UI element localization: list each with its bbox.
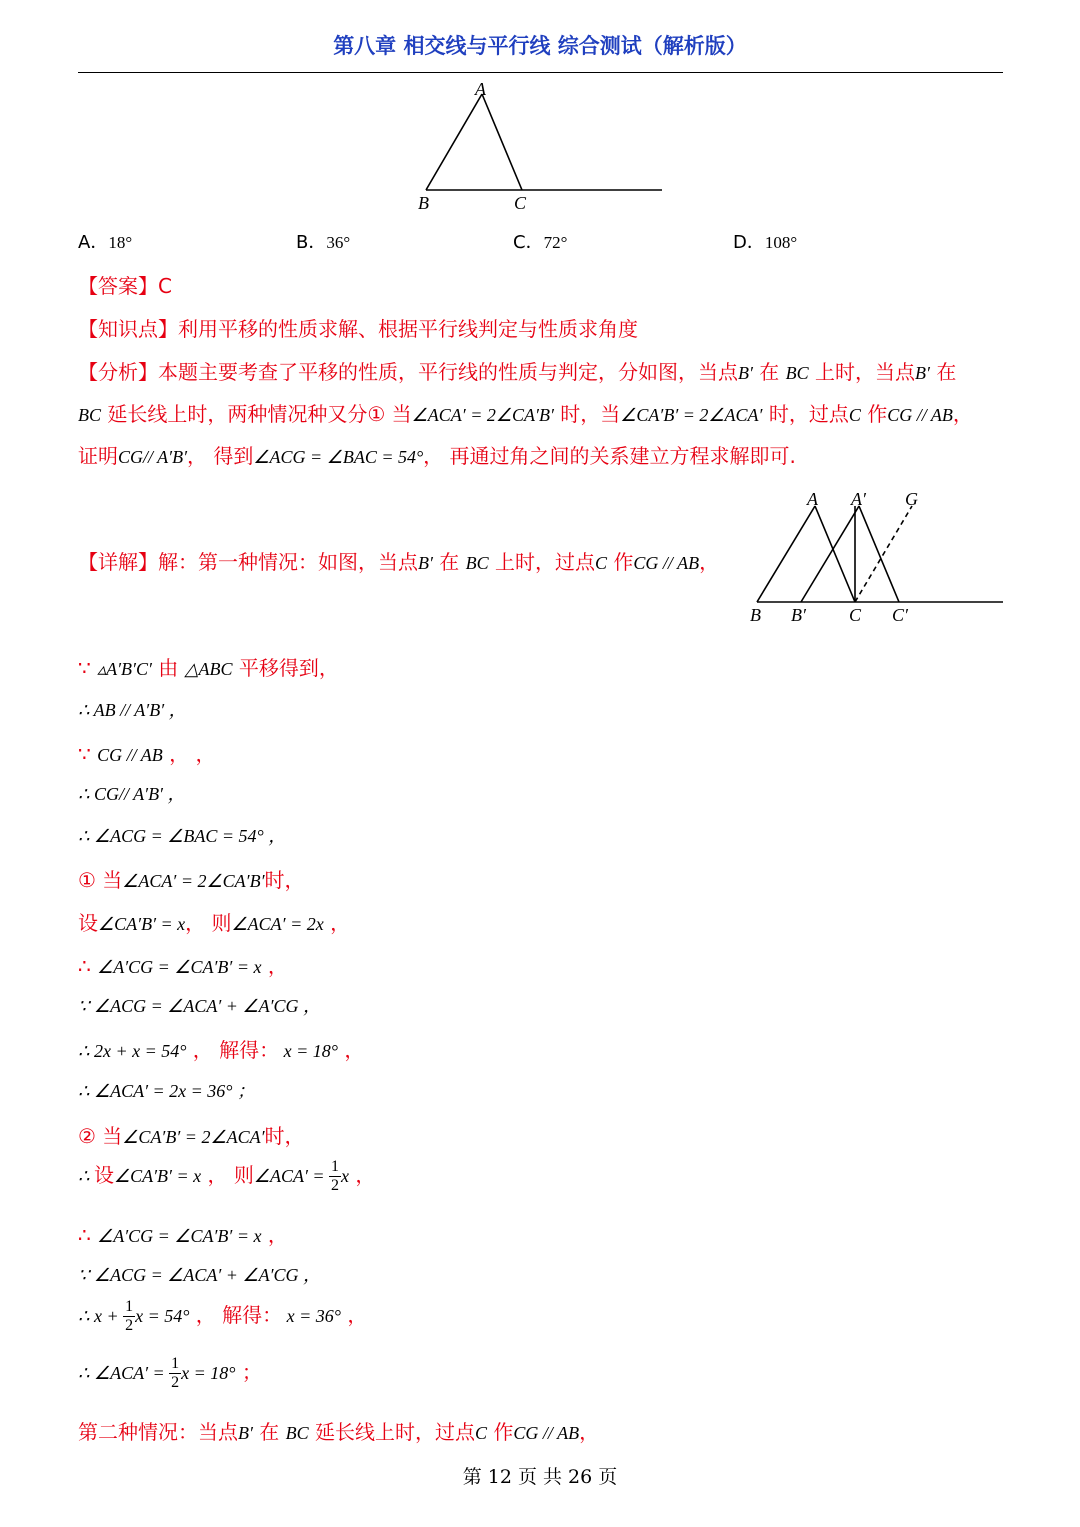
answer-line: 【答案】C <box>78 274 172 298</box>
label-c-prime: C′ <box>892 605 908 625</box>
step-6: ① 当∠ACA′ = 2∠CA′B′时， <box>78 868 305 892</box>
label-a: A <box>807 489 818 509</box>
fraction-half: $\frac{1}{2}$ <box>171 1355 180 1391</box>
step-1: ∵ ▵A′B′C′ 由 △ABC 平移得到， <box>78 656 339 680</box>
page-header-title: 第八章 相交线与平行线 综合测试（解析版） <box>333 34 747 58</box>
label-b-prime: B′ <box>791 605 806 625</box>
label-b: B <box>418 193 429 213</box>
step-11: ∴ ∠ACA′ = 2x = 36° ； <box>78 1081 256 1101</box>
step-2: ∴ AB // A′B′ ， <box>78 700 187 720</box>
option-d[interactable]: D．108° <box>733 232 798 253</box>
step-4: ∴ CG// A′B′ ， <box>78 784 186 804</box>
label-c: C <box>849 605 862 625</box>
fraction-half: $\frac{1}{2}$ <box>125 1298 134 1334</box>
step-3: ∵ CG // AB ， ， <box>78 742 216 766</box>
analysis-line-2: BC 延长线上时，两种情况种又分① 当∠ACA′ = 2∠CA′B′ 时，当∠CA′B′ = 2∠ACA′ 时，过点C 作CG // AB， <box>78 402 973 426</box>
step-9: ∵ ∠ACG = ∠ACA′ + ∠A′CG ， <box>78 996 322 1016</box>
step-16: ∴ x + $\frac{1}{2}$ x = 54° ， 解得： x = 36° ， <box>78 1298 368 1334</box>
triangle-figure <box>410 78 670 218</box>
step-12: ② 当∠CA′B′ = 2∠ACA′时， <box>78 1124 305 1148</box>
analysis-line-1: 【分析】本题主要考查了平移的性质，平行线的性质与判定，分如图，当点B′ 在 BC 上时，当点B′ 在 <box>78 360 957 384</box>
label-a: A <box>475 79 486 99</box>
page-footer: 第 12 页 共 26 页 <box>462 1466 618 1488</box>
step-7: 设∠CA′B′ = x， 则∠ACA′ = 2x ， <box>78 911 351 935</box>
label-c: C <box>514 193 527 213</box>
option-c[interactable]: C．72° <box>513 232 568 253</box>
label-a-prime: A′ <box>851 489 866 509</box>
step-15: ∵ ∠ACG = ∠ACA′ + ∠A′CG ， <box>78 1265 322 1285</box>
fraction-half: $\frac{1}{2}$ <box>331 1158 340 1194</box>
answer-options <box>78 228 1003 256</box>
step-13: ∴ 设∠CA′B′ = x ， 则∠ACA′ = $\frac{1}{2}$ x ， <box>78 1158 376 1194</box>
knowledge-line: 【知识点】利用平移的性质求解、根据平行线判定与性质求角度 <box>78 317 638 341</box>
label-g: G <box>905 489 918 509</box>
translation-figure <box>745 485 1007 630</box>
step-17: ∴ ∠ACA′ = $\frac{1}{2}$ x = 18° ； <box>78 1355 262 1391</box>
step-14: ∴ ∠A′CG = ∠CA′B′ = x ， <box>78 1223 288 1247</box>
step-18: 第二种情况：当点B′ 在 BC 延长线上时，过点C 作CG // AB， <box>78 1420 600 1444</box>
step-5: ∴ ∠ACG = ∠BAC = 54° ， <box>78 826 287 846</box>
label-b: B <box>750 605 761 625</box>
header-rule <box>78 72 1003 73</box>
detail-intro-line: 【详解】解：第一种情况：如图，当点B′ 在 BC 上时，过点C 作CG // AB， <box>78 550 720 574</box>
step-8: ∴ ∠A′CG = ∠CA′B′ = x ， <box>78 954 288 978</box>
option-a[interactable]: A．18° <box>78 232 133 253</box>
option-b[interactable]: B．36° <box>296 232 351 253</box>
step-10: ∴ 2x + x = 54° ， 解得： x = 18° ， <box>78 1038 365 1062</box>
analysis-line-3: 证明CG// A′B′， 得到∠ACG = ∠BAC = 54°， 再通过角之间的关系建立方程求解即可. <box>78 444 796 468</box>
